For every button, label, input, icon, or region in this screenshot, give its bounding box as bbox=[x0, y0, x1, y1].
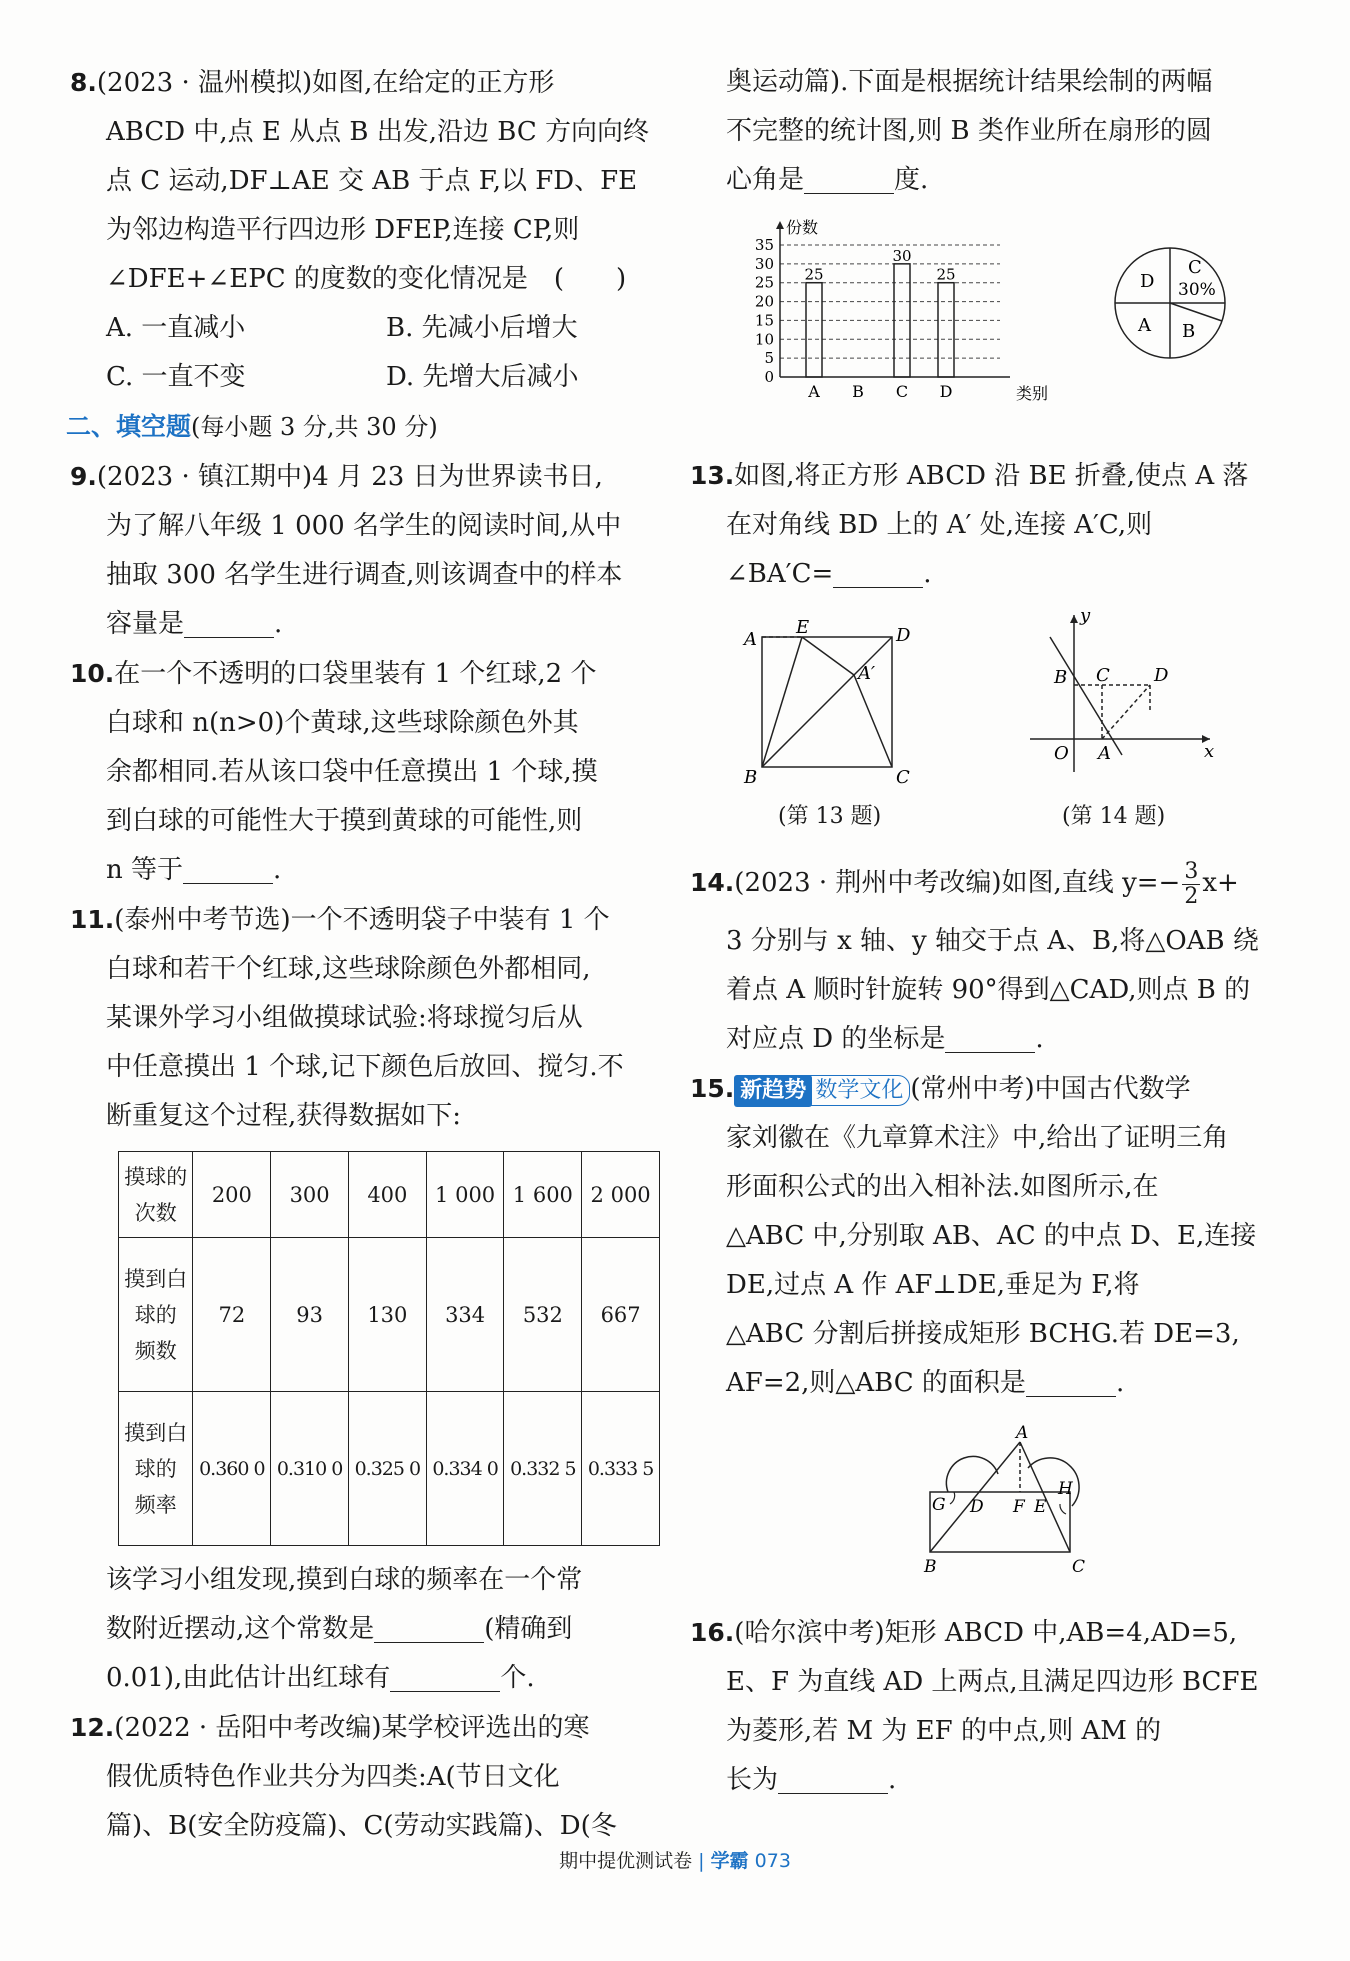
pie-label-a: A bbox=[1138, 315, 1151, 336]
q11-after-3: 0.01),由此估计出红球有 bbox=[106, 1663, 391, 1693]
q13-label-d: D bbox=[896, 625, 911, 646]
q16-answer-blank[interactable] bbox=[778, 1763, 888, 1794]
pie-label-d: D bbox=[1140, 271, 1155, 292]
q8-option-c: C. 一直不变 bbox=[106, 362, 246, 392]
q14-answer-blank[interactable] bbox=[945, 1022, 1035, 1053]
footer-title: 期中提优测试卷 bbox=[559, 1850, 693, 1872]
table-row bbox=[119, 1392, 660, 1546]
table-row bbox=[119, 1238, 660, 1392]
q9-line-4: 容量是 bbox=[106, 609, 185, 639]
q16-line-3: 为菱形,若 M 为 EF 的中点,则 AM 的 bbox=[726, 1716, 1162, 1746]
q14-label-o: O bbox=[1054, 743, 1069, 764]
y-tick-label: 15 bbox=[754, 311, 774, 330]
q14-line-1: (2023 · 荆州中考改编)如图,直线 y=− bbox=[734, 868, 1181, 898]
pie-divider bbox=[1170, 303, 1222, 321]
q11-line-1: (泰州中考节选)一个不透明袋子中装有 1 个 bbox=[114, 905, 610, 935]
footer-brand: 学霸 bbox=[710, 1850, 749, 1872]
q12-line-3: 篇)、B(安全防疫篇)、C(劳动实践篇)、D(冬 bbox=[106, 1811, 617, 1841]
q15-line-2: 家刘徽在《九章算术注》中,给出了证明三角 bbox=[726, 1123, 1229, 1153]
right-column bbox=[690, 58, 1280, 1805]
question-9 bbox=[70, 452, 660, 649]
question-14 bbox=[690, 849, 1280, 1064]
table-cell: 400 bbox=[348, 1152, 426, 1238]
table-row bbox=[119, 1152, 660, 1238]
q12-figures bbox=[690, 205, 1280, 451]
q15-figure bbox=[910, 1423, 1110, 1586]
page-footer: 期中提优测试卷 | 学霸 073 bbox=[559, 1850, 791, 1872]
q14-label-x: x bbox=[1204, 741, 1215, 762]
bar-value-label: 30 bbox=[892, 246, 912, 265]
question-8 bbox=[70, 58, 660, 402]
q15-answer-blank[interactable] bbox=[1026, 1366, 1116, 1397]
table-cell: 334 bbox=[426, 1238, 504, 1392]
q13-end: . bbox=[923, 559, 932, 589]
q8-line-4: 为邻边构造平行四边形 DFEP,连接 CP,则 bbox=[106, 215, 580, 245]
trend-badge: 新趋势 bbox=[734, 1075, 812, 1107]
table-cell: 1 000 bbox=[426, 1152, 504, 1238]
q15-line-7: AF=2,则△ABC 的面积是 bbox=[726, 1368, 1026, 1398]
y-axis-arrow bbox=[776, 221, 784, 229]
question-16 bbox=[690, 1608, 1280, 1805]
q8-line-3: 点 C 运动,DF⊥AE 交 AB 于点 F,以 FD、FE bbox=[106, 166, 638, 196]
x-tick-label: C bbox=[895, 382, 909, 401]
pie-chart bbox=[1110, 243, 1230, 363]
q16-number: 16. bbox=[690, 1618, 735, 1647]
q8-line-5: ∠DFE+∠EPC 的度数的变化情况是 ( ) bbox=[106, 264, 627, 294]
q12-line-2: 假优质特色作业共分为四类:A(节日文化 bbox=[106, 1762, 560, 1792]
q15-line-4: △ABC 中,分别取 AB、AC 的中点 D、E,连接 bbox=[726, 1221, 1257, 1251]
table-cell: 0.310 0 bbox=[271, 1392, 349, 1546]
q14-line-1-tail: x+ bbox=[1202, 868, 1239, 898]
q14-line-4: 对应点 D 的坐标是 bbox=[726, 1024, 946, 1054]
q15-end: . bbox=[1115, 1368, 1125, 1398]
q10-line-4: 到白球的可能性大于摸到黄球的可能性,则 bbox=[106, 806, 583, 836]
q13-q14-figures bbox=[690, 599, 1280, 849]
q13-label-a-prime: A′ bbox=[858, 663, 876, 684]
table-cell: 0.360 0 bbox=[193, 1392, 271, 1546]
q13-answer-blank[interactable] bbox=[833, 557, 923, 588]
q16-line-2: E、F 为直线 AD 上两点,且满足四边形 BCFE bbox=[726, 1667, 1259, 1697]
q15-number: 15. bbox=[690, 1074, 735, 1103]
q12-answer-blank[interactable] bbox=[804, 163, 894, 194]
q15-label-e: E bbox=[1034, 1497, 1047, 1517]
q11-after-2: 数附近摆动,这个常数是 bbox=[106, 1614, 375, 1644]
q14-figure bbox=[1020, 607, 1220, 777]
q9-answer-blank[interactable] bbox=[184, 607, 274, 638]
q14-label-d: D bbox=[1154, 665, 1169, 686]
table-cell: 130 bbox=[348, 1238, 426, 1392]
q13-label-e: E bbox=[796, 617, 810, 638]
q14-number: 14. bbox=[690, 868, 735, 897]
q13-line-1: 如图,将正方形 ABCD 沿 BE 折叠,使点 A 落 bbox=[734, 461, 1249, 491]
q13-line-3: ∠BA′C= bbox=[726, 559, 834, 589]
q12-end: 度. bbox=[894, 165, 929, 195]
table-cell: 0.334 0 bbox=[426, 1392, 504, 1546]
q16-line-1: (哈尔滨中考)矩形 ABCD 中,AB=4,AD=5, bbox=[734, 1618, 1238, 1648]
q11-after-2b: (精确到 bbox=[484, 1614, 573, 1644]
q15-line-6: △ABC 分割后拼接成矩形 BCHG.若 DE=3, bbox=[726, 1319, 1240, 1349]
q9-line-2: 为了解八年级 1 000 名学生的阅读时间,从中 bbox=[106, 511, 622, 541]
q13-label-c: C bbox=[896, 767, 910, 788]
question-11 bbox=[70, 895, 660, 1703]
table-cell: 667 bbox=[582, 1238, 660, 1392]
y-tick-label: 30 bbox=[754, 254, 774, 273]
left-column bbox=[66, 58, 660, 1851]
bar-value-label: 25 bbox=[804, 265, 824, 284]
bar-a bbox=[806, 283, 822, 377]
q12-line-1: (2022 · 岳阳中考改编)某学校评选出的寒 bbox=[114, 1713, 590, 1743]
bar-value-label: 25 bbox=[936, 265, 956, 284]
y-tick-label: 25 bbox=[754, 273, 774, 292]
q13-figure bbox=[740, 617, 920, 787]
table-cell: 0.325 0 bbox=[348, 1392, 426, 1546]
q10-number: 10. bbox=[70, 659, 115, 688]
question-10 bbox=[70, 649, 660, 895]
q11-answer-blank-2[interactable] bbox=[390, 1661, 500, 1692]
q15-label-h: H bbox=[1058, 1479, 1073, 1499]
section-heading bbox=[66, 402, 660, 452]
q14-caption: (第 14 题) bbox=[1062, 804, 1166, 829]
q15-line-5: DE,过点 A 作 AF⊥DE,垂足为 F,将 bbox=[726, 1270, 1140, 1300]
x-tick-label: A bbox=[808, 382, 820, 401]
q12-line-5: 不完整的统计图,则 B 类作业所在扇形的圆 bbox=[726, 116, 1212, 146]
q9-end: . bbox=[274, 609, 283, 639]
table-cell: 72 bbox=[193, 1238, 271, 1392]
section-note: (每小题 3 分,共 30 分) bbox=[191, 413, 438, 441]
math-culture-badge: 数学文化 bbox=[808, 1075, 910, 1106]
q11-line-2: 白球和若干个红球,这些球除颜色外都相同, bbox=[106, 954, 591, 984]
q12-line-4: 奥运动篇).下面是根据统计结果绘制的两幅 bbox=[726, 67, 1213, 97]
table-header-cell: 摸到白 球的 频率 bbox=[119, 1392, 193, 1546]
table-header-cell: 摸球的 次数 bbox=[119, 1152, 193, 1238]
q14-fraction bbox=[1182, 860, 1200, 909]
question-15 bbox=[690, 1064, 1280, 1408]
q11-answer-blank-1[interactable] bbox=[374, 1612, 484, 1643]
q14-end: . bbox=[1035, 1024, 1044, 1054]
q11-after-1: 该学习小组发现,摸到白球的频率在一个常 bbox=[106, 1565, 583, 1595]
x-tick-label: B bbox=[852, 382, 864, 401]
q13-label-b: B bbox=[744, 767, 758, 788]
section-title: 二、填空题 bbox=[66, 412, 192, 441]
q14-fraction-denominator: 2 bbox=[1184, 883, 1199, 909]
q13-caption: (第 13 题) bbox=[778, 804, 882, 829]
page-number: 073 bbox=[754, 1850, 791, 1872]
q15-line-1: (常州中考)中国古代数学 bbox=[910, 1074, 1191, 1104]
q10-end: . bbox=[273, 855, 282, 885]
table-cell: 532 bbox=[504, 1238, 582, 1392]
y-tick-label: 0 bbox=[764, 368, 774, 386]
q10-answer-blank[interactable] bbox=[183, 853, 273, 884]
pie-label-c: C bbox=[1188, 257, 1202, 278]
y-axis-label: 份数 bbox=[786, 218, 819, 237]
q11-line-3: 某课外学习小组做摸球试验:将球搅匀后从 bbox=[106, 1003, 583, 1033]
x-axis-label: 类别 bbox=[1016, 384, 1049, 403]
q14-label-b: B bbox=[1054, 667, 1068, 688]
q11-after-3b: 个. bbox=[500, 1663, 535, 1693]
q13-line-2: 在对角线 BD 上的 A′ 处,连接 A′C,则 bbox=[726, 510, 1153, 540]
pie-label-c-percent: 30% bbox=[1178, 280, 1216, 300]
q9-number: 9. bbox=[70, 462, 97, 491]
q14-fraction-numerator: 3 bbox=[1184, 858, 1199, 884]
y-tick-label: 20 bbox=[754, 292, 774, 311]
q8-line-2: ABCD 中,点 E 从点 B 出发,沿边 BC 方向向终 bbox=[106, 117, 650, 147]
table-cell: 200 bbox=[193, 1152, 271, 1238]
q9-line-3: 抽取 300 名学生进行调查,则该调查中的样本 bbox=[106, 560, 623, 590]
question-13 bbox=[690, 451, 1280, 599]
q11-number: 11. bbox=[70, 905, 115, 934]
q13-label-a: A bbox=[744, 629, 757, 650]
q14-line-2: 3 分别与 x 轴、y 轴交于点 A、B,将△OAB 绕 bbox=[726, 926, 1259, 956]
y-tick-label: 10 bbox=[754, 330, 774, 349]
q10-line-2: 白球和 n(n>0)个黄球,这些球除颜色外其 bbox=[106, 708, 579, 738]
frequency-table bbox=[118, 1151, 660, 1546]
table-cell: 93 bbox=[271, 1238, 349, 1392]
q14-label-y: y bbox=[1080, 605, 1091, 626]
table-header-cell: 摸到白 球的 频数 bbox=[119, 1238, 193, 1392]
question-12 bbox=[70, 1703, 660, 1851]
q16-line-4: 长为 bbox=[726, 1765, 779, 1795]
table-cell: 300 bbox=[271, 1152, 349, 1238]
q13-number: 13. bbox=[690, 461, 735, 490]
q10-line-3: 余都相同.若从该口袋中任意摸出 1 个球,摸 bbox=[106, 757, 598, 787]
q8-option-b: B. 先减小后增大 bbox=[386, 313, 578, 343]
q11-line-5: 断重复这个过程,获得数据如下: bbox=[106, 1101, 462, 1131]
q16-end: . bbox=[888, 1765, 897, 1795]
q11-line-4: 中任意摸出 1 个球,记下颜色后放回、搅匀.不 bbox=[106, 1052, 624, 1082]
q15-line-3: 形面积公式的出入相补法.如图所示,在 bbox=[726, 1172, 1159, 1202]
q15-figure-area bbox=[690, 1408, 1280, 1608]
q12-line-6: 心角是 bbox=[726, 165, 805, 195]
table-cell: 2 000 bbox=[582, 1152, 660, 1238]
q8-option-d: D. 先增大后减小 bbox=[386, 362, 579, 392]
q14-label-c: C bbox=[1096, 665, 1110, 686]
q14-label-a: A bbox=[1098, 743, 1111, 764]
q8-line-1: (2023 · 温州模拟)如图,在给定的正方形 bbox=[96, 68, 555, 98]
bar-chart bbox=[740, 217, 1049, 417]
pie-label-b: B bbox=[1182, 321, 1196, 342]
q14-line-3: 着点 A 顺时针旋转 90°得到△CAD,则点 B 的 bbox=[726, 975, 1251, 1005]
q15-label-a: A bbox=[1016, 1423, 1029, 1443]
q10-line-1: 在一个不透明的口袋里装有 1 个红球,2 个 bbox=[114, 659, 597, 689]
q15-label-g: G bbox=[932, 1495, 946, 1515]
q8-option-a: A. 一直减小 bbox=[106, 313, 246, 343]
bar-d bbox=[938, 283, 954, 377]
q15-label-c: C bbox=[1072, 1557, 1086, 1577]
table-cell: 1 600 bbox=[504, 1152, 582, 1238]
q9-line-1: (2023 · 镇江期中)4 月 23 日为世界读书日, bbox=[96, 462, 603, 492]
q15-label-f: F bbox=[1013, 1497, 1025, 1517]
q15-label-d: D bbox=[970, 1497, 984, 1517]
q8-number: 8. bbox=[70, 68, 97, 97]
q10-line-5: n 等于 bbox=[106, 855, 184, 885]
y-tick-label: 5 bbox=[764, 349, 774, 368]
q12-number: 12. bbox=[70, 1713, 115, 1742]
table-cell: 0.332 5 bbox=[504, 1392, 582, 1546]
table-cell: 0.333 5 bbox=[582, 1392, 660, 1546]
q15-label-b: B bbox=[924, 1557, 937, 1577]
y-tick-label: 35 bbox=[754, 236, 774, 254]
x-tick-label: D bbox=[939, 382, 953, 401]
